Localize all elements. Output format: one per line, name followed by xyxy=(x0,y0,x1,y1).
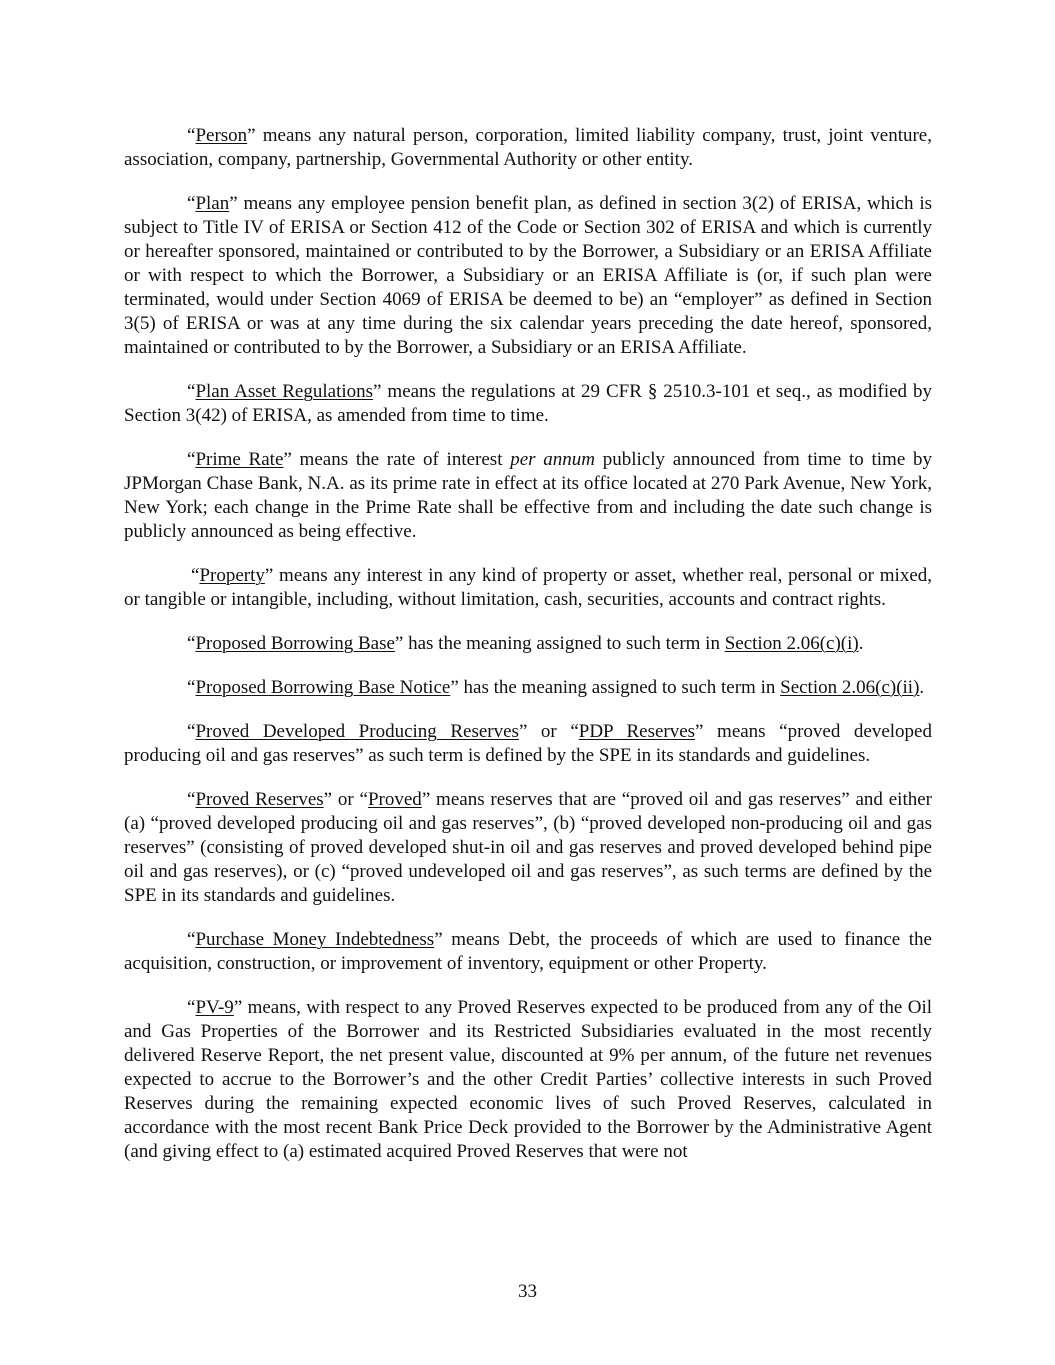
definition-purchase-money-indebtedness: “Purchase Money Indebtedness” means Debt, the proceeds of which are used to finance the acquisition, construction, or improvement of inventory, equipment or other Property. xyxy=(124,929,932,974)
defined-term: Purchase Money Indebtedness xyxy=(195,929,435,950)
definition-property: “Property” means any interest in any kind of property or asset, whether real, personal or mixed, or tangible or intangible, including, without limitation, cash, securities, accounts and contract rights. xyxy=(124,565,932,610)
defined-term: Proved Reserves xyxy=(195,789,324,810)
document-page xyxy=(124,124,932,1184)
defined-term: PV-9 xyxy=(195,997,234,1018)
defined-term: Proved Developed Producing Reserves xyxy=(195,721,519,742)
defined-term: Proposed Borrowing Base xyxy=(195,633,395,654)
definition-plan: “Plan” means any employee pension benefit plan, as defined in section 3(2) of ERISA, which is subject to Title IV of ERISA or Section 412 of the Code or Section 302 of ERISA and which is currently or hereafter sponsored, maintained or contributed to by the Borrower, a Subsidiary or an ERISA Affiliate or with respect to which the Borrower, a Subsidiary or an ERISA Affiliate is (or, if such plan were terminated, would under Section 4069 of ERISA be deemed to be) an “employer” as defined in Section 3(5) of ERISA or was at any time during the six calendar years preceding the date hereof, sponsored, maintained or contributed to by the Borrower, a Subsidiary or an ERISA Affiliate. xyxy=(124,193,932,358)
defined-term: Proposed Borrowing Base Notice xyxy=(195,677,451,698)
defined-term: Person xyxy=(195,125,248,146)
page-number: 33 xyxy=(518,1281,537,1302)
definition-proposed-borrowing-base: “Proposed Borrowing Base” has the meaning assigned to such term in Section 2.06(c)(i). xyxy=(187,633,864,654)
defined-term: Plan xyxy=(195,193,230,214)
definition-plan-asset-regulations: “Plan Asset Regulations” means the regulations at 29 CFR § 2510.3-101 et seq., as modified by Section 3(42) of ERISA, as amended from time to time. xyxy=(124,381,932,426)
definition-prime-rate: “Prime Rate” means the rate of interest per annum publicly announced from time to time by JPMorgan Chase Bank, N.A. as its prime rate in effect at its office located at 270 Park Avenue, New York, New York; each change in the Prime Rate shall be effective from and including the date such change is publicly announced as being effective. xyxy=(124,449,932,542)
italic-phrase: per annum xyxy=(510,449,596,470)
defined-term-alt: PDP Reserves xyxy=(578,721,696,742)
defined-term: Prime Rate xyxy=(195,449,284,470)
definition-proved-developed-producing-reserves: “Proved Developed Producing Reserves” or “PDP Reserves” means “proved developed producing oil and gas reserves” as such term is defined by the SPE in its standards and guidelines. xyxy=(124,721,932,766)
section-reference: Section 2.06(c)(i) xyxy=(724,633,859,654)
defined-term: Property xyxy=(199,565,265,586)
section-reference: Section 2.06(c)(ii) xyxy=(780,677,920,698)
defined-term-alt: Proved xyxy=(367,789,422,810)
definition-person: “Person” means any natural person, corporation, limited liability company, trust, joint venture, association, company, partnership, Governmental Authority or other entity. xyxy=(124,125,932,170)
definition-pv-9: “PV-9” means, with respect to any Proved Reserves expected to be produced from any of the Oil and Gas Properties of the Borrower and its Restricted Subsidiaries evaluated in the most recently delivered Reserve Report, the net present value, discounted at 9% per annum, of the future net revenues expected to accrue to the Borrower’s and the other Credit Parties’ collective interests in such Proved Reserves during the remaining expected economic lives of such Proved Reserves, calculated in accordance with the most recent Bank Price Deck provided to the Borrower by the Administrative Agent (and giving effect to (a) estimated acquired Proved Reserves that were not xyxy=(124,997,932,1162)
definition-proposed-borrowing-base-notice: “Proposed Borrowing Base Notice” has the meaning assigned to such term in Section 2.06(c)(ii). xyxy=(187,677,925,698)
definition-proved-reserves: “Proved Reserves” or “Proved” means reserves that are “proved oil and gas reserves” and either (a) “proved developed producing oil and gas reserves”, (b) “proved developed non-producing oil and gas reserves” (consisting of proved developed shut-in oil and gas reserves and proved developed behind pipe oil and gas reserves), or (c) “proved undeveloped oil and gas reserves”, as such terms are defined by the SPE in its standards and guidelines. xyxy=(124,789,932,906)
defined-term: Plan Asset Regulations xyxy=(195,381,374,402)
